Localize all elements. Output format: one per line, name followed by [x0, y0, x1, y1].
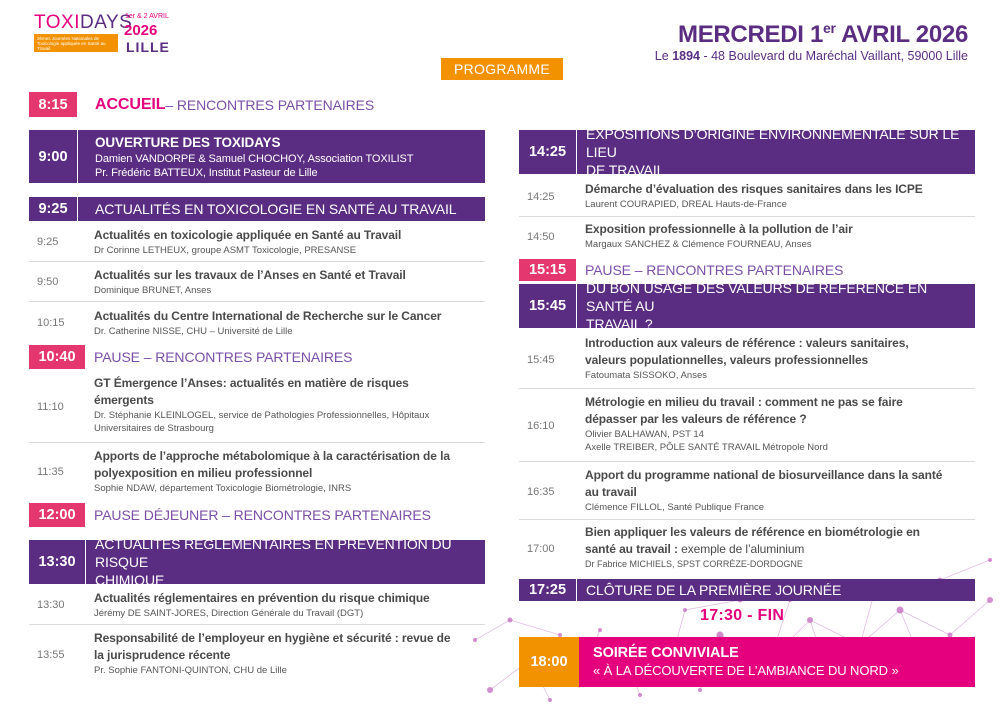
accueil-title: ACCUEIL – RENCONTRES PARTENAIRES — [95, 95, 375, 113]
logo-tagline: 3èmes Journées Nationales de Toxicologie appliquée en Santé au Travail — [34, 34, 118, 52]
pause-bar — [29, 345, 485, 369]
session-time: 14:25 — [519, 130, 576, 174]
session-time: 15:45 — [519, 284, 576, 328]
talk-time: 16:10 — [527, 420, 555, 432]
talk-speaker: Jérémy DE SAINT-JORES, Direction Générale du Travail (DGT) — [94, 608, 364, 619]
lunch-time: 12:00 — [29, 503, 85, 527]
talk-title-line-2: dépasser par les valeurs de référence ? — [585, 412, 807, 426]
talk-time: 14:25 — [527, 191, 555, 203]
session-title: ACTUALITÉS RÉGLEMENTAIRES EN PRÉVENTION DU RISQUE CHIMIQUE — [86, 540, 485, 584]
pause-time: 10:40 — [29, 345, 85, 369]
closing-bar — [519, 579, 975, 601]
end-time: 17:30 - FIN — [700, 607, 785, 624]
divider — [29, 301, 485, 302]
talk-speaker: Fatoumata SISSOKO, Anses — [585, 370, 707, 381]
talk-item — [29, 375, 485, 439]
talk-time: 15:45 — [527, 354, 555, 366]
event-venue: Le 1894 - 48 Boulevard du Maréchal Vaillant, 59000 Lille — [654, 49, 968, 63]
talk-speaker-line-1: Dr. Stéphanie KLEINLOGEL, service de Pathologies Professionnelles, Hôpitaux — [94, 410, 430, 421]
talk-item — [519, 394, 975, 458]
session-time: 13:30 — [29, 540, 85, 584]
talk-title-line-2: valeurs populationnelles, valeurs professionnelles — [585, 353, 869, 367]
session-bar — [519, 280, 975, 332]
session-title: EXPOSITIONS D’ORIGINE ENVIRONNEMENTALE SUR LE LIEU DE TRAVAIL — [577, 130, 975, 174]
talk-title-line-1: Bien appliquer les valeurs de référence en biométrologie en — [585, 525, 920, 539]
talk-speaker: Dr Corinne LETHEUX, groupe ASMT Toxicologie, PRESANSE — [94, 245, 357, 256]
soiree-subtitle: « À LA DÉCOUVERTE DE L’AMBIANCE DU NORD » — [593, 663, 899, 678]
talk-speaker-line-2: Universitaires de Strasbourg — [94, 423, 214, 434]
talk-time: 14:50 — [527, 231, 555, 243]
talk-speaker: Sophie NDAW, département Toxicologie Biométrologie, INRS — [94, 483, 352, 494]
talk-speaker: Dr Fabrice MICHIELS, SPST CORRÈZE-DORDOGNE — [585, 559, 803, 569]
opening-time: 9:00 — [29, 130, 77, 183]
soiree-bar — [519, 637, 975, 687]
toxidays-logo — [30, 10, 180, 62]
talk-time: 13:55 — [37, 649, 65, 661]
talk-title: Actualités du Centre International de Recherche sur le Cancer — [94, 309, 442, 323]
talk-title-line-1: GT Émergence l’Anses: actualités en matière de risques — [94, 376, 409, 390]
divider — [29, 442, 485, 443]
talk-item — [519, 181, 975, 213]
soiree-time: 18:00 — [519, 637, 579, 687]
session-bar — [519, 126, 975, 178]
soiree-title: SOIRÉE CONVIVIALE — [593, 645, 739, 661]
talk-time: 9:25 — [37, 236, 59, 248]
accueil-time: 8:15 — [29, 92, 77, 117]
talk-item — [519, 524, 975, 574]
talk-item — [29, 448, 485, 496]
talk-time: 9:50 — [37, 276, 59, 288]
lunch-bar — [29, 503, 485, 527]
talk-title-line-2: santé au travail : exemple de l’aluminium — [585, 542, 805, 556]
accueil-bar — [29, 92, 485, 117]
talk-title: Actualités sur les travaux de l’Anses en Santé et Travail — [94, 268, 406, 282]
pause-title: PAUSE – RENCONTRES PARTENAIRES — [585, 262, 844, 278]
talk-time: 11:35 — [37, 466, 64, 478]
event-date: MERCREDI 1er AVRIL 2026 — [678, 20, 968, 48]
logo-year: 2026 — [124, 22, 158, 39]
talk-title: Démarche d’évaluation des risques sanitaires dans les ICPE — [585, 182, 923, 196]
talk-title-line-1: Apport du programme national de biosurveillance dans la santé — [585, 468, 943, 482]
session-title: DU BON USAGE DES VALEURS DE RÉFÉRENCE EN SANTÉ AU TRAVAIL ? — [577, 284, 975, 328]
talk-time: 11:10 — [37, 401, 64, 413]
logo-wordmark: TOXIDAYS — [34, 12, 133, 33]
talk-title-line-2: polyexposition en milieu professionnel — [94, 466, 313, 480]
talk-speaker: Dr. Catherine NISSE, CHU – Université de Lille — [94, 326, 293, 337]
closing-time: 17:25 — [519, 579, 576, 601]
talk-item — [29, 590, 485, 620]
talk-item — [519, 335, 975, 385]
opening-speaker-1: Damien VANDORPE & Samuel CHOCHOY, Association TOXILIST — [95, 152, 414, 165]
divider — [519, 519, 975, 520]
session-bar — [29, 536, 485, 588]
talk-title: Exposition professionnelle à la pollution de l’air — [585, 222, 853, 236]
talk-item — [29, 630, 485, 680]
talk-title-line-1: Métrologie en milieu du travail : comment ne pas se faire — [585, 395, 903, 409]
talk-speaker: Dominique BRUNET, Anses — [94, 285, 212, 296]
talk-speaker-line-2: Axelle TREIBER, PÔLE SANTÉ TRAVAIL Métropole Nord — [585, 442, 828, 453]
talk-time: 16:35 — [527, 486, 555, 498]
opening-speaker-2: Pr. Frédéric BATTEUX, Institut Pasteur de Lille — [95, 166, 318, 179]
programme-label: PROGRAMME — [441, 58, 563, 80]
session-bar — [29, 197, 485, 221]
lunch-title: PAUSE DÉJEUNER – RENCONTRES PARTENAIRES — [94, 507, 431, 523]
divider — [29, 261, 485, 262]
session-time: 9:25 — [29, 197, 77, 221]
pause-time: 15:15 — [519, 259, 576, 281]
talk-time: 10:15 — [37, 317, 65, 329]
talk-title-line-1: Apports de l’approche métabolomique à la caractérisation de la — [94, 449, 450, 463]
talk-title-line-1: Introduction aux valeurs de référence : valeurs sanitaires, — [585, 336, 909, 350]
pause-title: PAUSE – RENCONTRES PARTENAIRES — [94, 349, 353, 365]
talk-speaker: Clémence FILLOL, Santé Publique France — [585, 502, 765, 513]
talk-speaker: Pr. Sophie FANTONI-QUINTON, CHU de Lille — [94, 665, 287, 676]
talk-title-line-2: au travail — [585, 485, 637, 499]
talk-title-line-2: émergents — [94, 393, 154, 407]
pause-bar — [519, 259, 975, 281]
talk-item — [29, 308, 485, 338]
talk-item — [519, 467, 975, 517]
divider — [519, 388, 975, 389]
logo-city: LILLE — [126, 39, 170, 55]
opening-title: OUVERTURE DES TOXIDAYS — [95, 134, 281, 150]
closing-title: CLÔTURE DE LA PREMIÈRE JOURNÉE — [577, 579, 975, 601]
divider — [29, 624, 485, 625]
logo-dates: 1er & 2 AVRIL — [125, 13, 169, 20]
talk-item — [29, 267, 485, 297]
opening-bar — [29, 130, 485, 183]
divider — [519, 461, 975, 462]
talk-title-line-2: la jurisprudence récente — [94, 648, 231, 662]
talk-title: Actualités en toxicologie appliquée en Santé au Travail — [94, 228, 402, 242]
talk-speaker: Margaux SANCHEZ & Clémence FOURNEAU, Anses — [585, 239, 812, 250]
talk-item — [519, 221, 975, 253]
soiree-title-block — [579, 637, 975, 687]
talk-title: Actualités réglementaires en prévention du risque chimique — [94, 591, 430, 605]
divider — [519, 216, 975, 217]
talk-time: 13:30 — [37, 599, 65, 611]
opening-title-block — [78, 130, 485, 183]
session-title: ACTUALITÉS EN TOXICOLOGIE EN SANTÉ AU TRAVAIL — [78, 197, 485, 221]
talk-speaker-line-1: Olivier BALHAWAN, PST 14 — [585, 429, 704, 440]
talk-speaker: Laurent COURAPIED, DREAL Hauts-de-France — [585, 199, 787, 210]
talk-time: 17:00 — [527, 543, 555, 555]
talk-item — [29, 227, 485, 257]
talk-title-line-1: Responsabilité de l’employeur en hygiène et sécurité : revue de — [94, 631, 451, 645]
